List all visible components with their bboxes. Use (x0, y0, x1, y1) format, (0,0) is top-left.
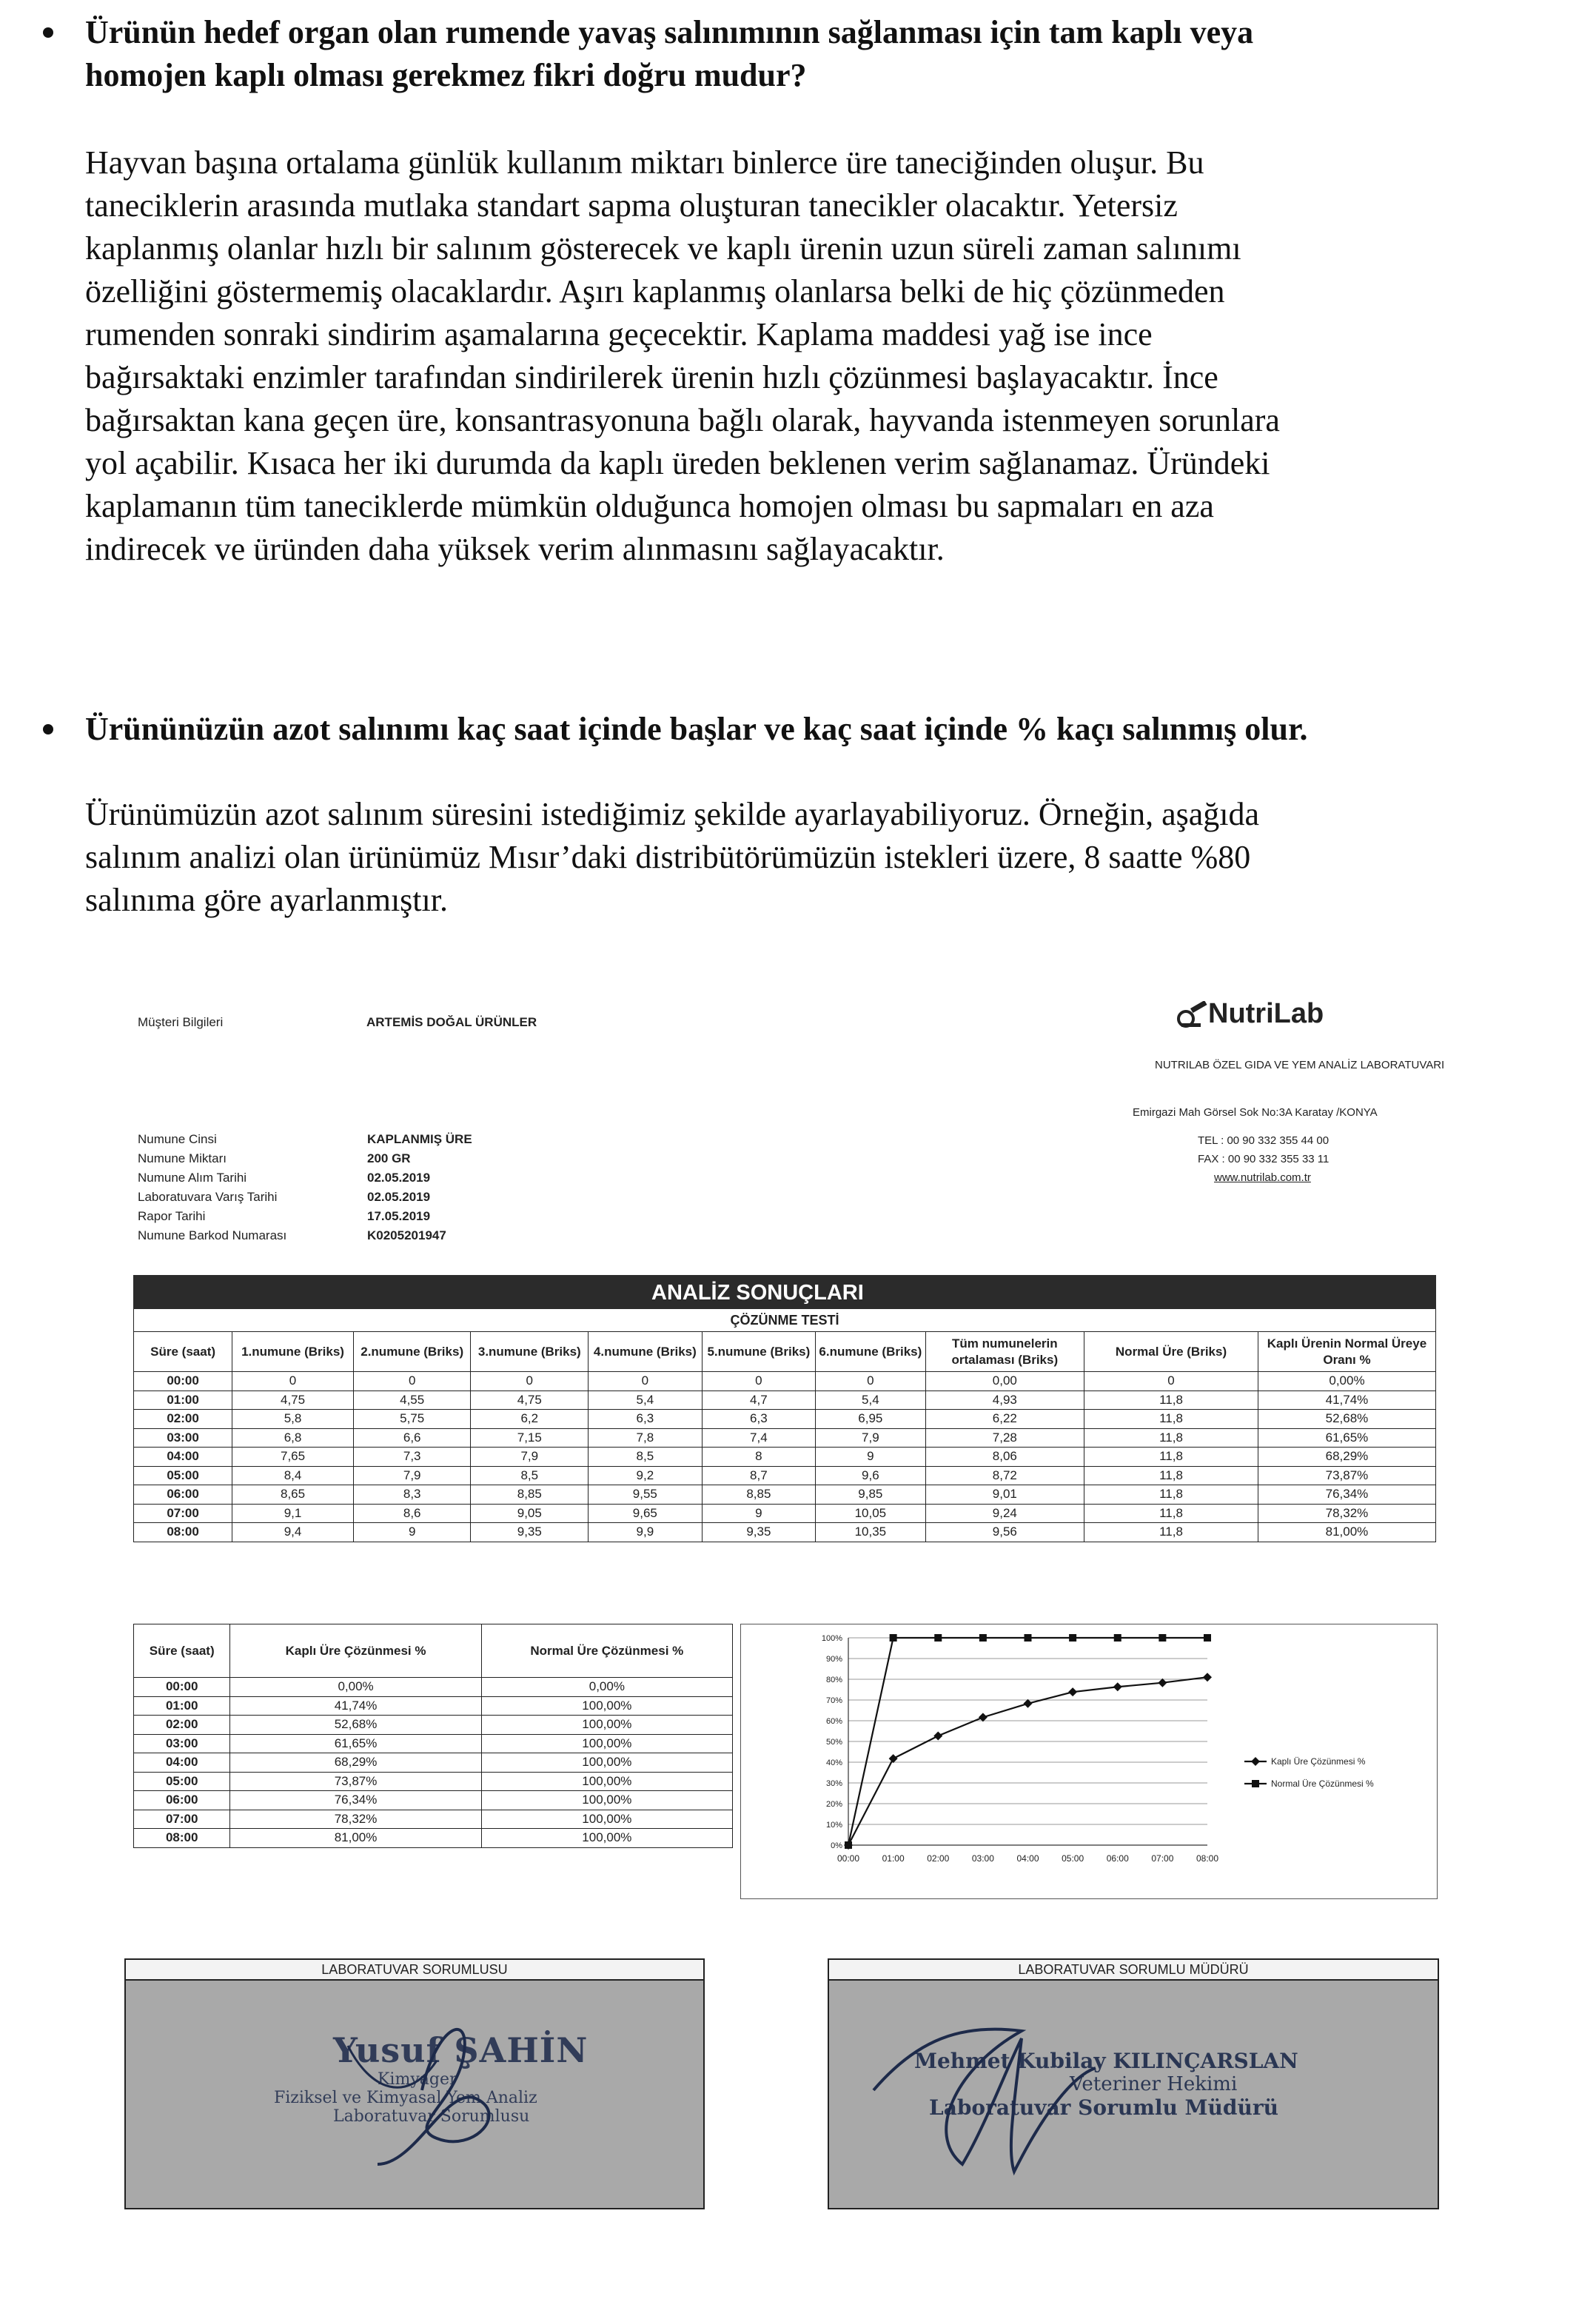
value-cell: 8,6 (353, 1504, 471, 1523)
sample-info-row (138, 1188, 582, 1207)
value-cell: 81,00% (230, 1829, 481, 1848)
answer-1-line: yol açabilir. Kısaca her iki durumda da kaplı üreden beklenen verim sağlanamaz. Üründeki (85, 445, 1270, 481)
data-point (1068, 1687, 1077, 1696)
data-point (1069, 1634, 1076, 1642)
table-row (134, 1410, 1436, 1429)
value-cell: 6,22 (925, 1410, 1084, 1429)
sample-info-label: Numune Miktarı (138, 1151, 227, 1165)
stamp-name: Yusuf ŞAHİN (333, 2030, 589, 2070)
y-tick-label: 20% (825, 1800, 842, 1809)
x-tick-label: 00:00 (836, 1853, 860, 1864)
sample-info-row (138, 1168, 582, 1188)
answer-1-line: özelliğini göstermemiş olacaklardır. Aşırı kaplanmış olanlarsa belki de hiç çözünmeden (85, 273, 1225, 309)
table-row (134, 1391, 1436, 1410)
sample-info-row (138, 1207, 582, 1226)
value-cell: 6,3 (702, 1410, 816, 1429)
dissolution-header-row (134, 1624, 733, 1678)
table-row (134, 1504, 1436, 1523)
question-1-line: Ürünün hedef organ olan rumende yavaş salınımının sağlanması için tam kaplı veya (85, 14, 1254, 50)
sample-info-label: Rapor Tarihi (138, 1209, 206, 1223)
signature-box-2 (828, 1958, 1439, 2209)
value-cell: 7,4 (702, 1428, 816, 1448)
sample-info-value: 02.05.2019 (367, 1190, 431, 1204)
sample-info-row (138, 1226, 582, 1245)
value-cell: 0 (816, 1372, 925, 1391)
stamp-line: Laboratuvar Sorumlu Müdürü (929, 2095, 1278, 2120)
lab-tel: TEL : 00 90 332 355 44 00 (1198, 1134, 1330, 1147)
lab-name: NUTRILAB ÖZEL GIDA VE YEM ANALİZ LABORATUVARI (1155, 1059, 1445, 1071)
sample-info-row (138, 1149, 582, 1168)
sample-info-label: Numune Cinsi (138, 1132, 217, 1146)
value-cell: 9,35 (702, 1523, 816, 1542)
value-cell: 0 (353, 1372, 471, 1391)
value-cell: 9,24 (925, 1504, 1084, 1523)
value-cell: 0,00 (925, 1372, 1084, 1391)
value-cell: 6,95 (816, 1410, 925, 1429)
answer-1-line: kaplamanın tüm taneciklerde mümkün olduğunca homojen olması bu sapmaları en aza (85, 488, 1214, 524)
data-point (889, 1754, 898, 1763)
value-cell: 11,8 (1084, 1466, 1258, 1485)
time-cell: 00:00 (134, 1372, 232, 1391)
sample-info-value: 17.05.2019 (367, 1209, 431, 1223)
value-cell: 41,74% (1258, 1391, 1435, 1410)
legend-label: Normal Üre Çözünmesi % (1271, 1778, 1374, 1789)
table-row (134, 1428, 1436, 1448)
value-cell: 8,85 (471, 1485, 589, 1505)
value-cell: 9 (702, 1504, 816, 1523)
dissolution-chart (740, 1624, 1438, 1899)
y-tick-label: 70% (825, 1696, 842, 1705)
chart-svg (741, 1624, 1437, 1898)
data-point (890, 1634, 897, 1642)
x-tick-label: 04:00 (1016, 1853, 1039, 1864)
table-row (134, 1716, 733, 1735)
value-cell: 5,4 (816, 1391, 925, 1410)
stamp-name: Mehmet Kubilay KILINÇARSLAN (914, 2049, 1298, 2073)
value-cell: 6,3 (589, 1410, 703, 1429)
lab-logo (1176, 998, 1398, 1031)
x-tick-label: 08:00 (1196, 1853, 1219, 1864)
value-cell: 9 (353, 1523, 471, 1542)
value-cell: 5,8 (232, 1410, 354, 1429)
value-cell: 41,74% (230, 1696, 481, 1716)
value-cell: 7,28 (925, 1428, 1084, 1448)
value-cell: 0,00% (230, 1678, 481, 1697)
data-point (1203, 1673, 1212, 1681)
x-tick-label: 02:00 (927, 1853, 950, 1864)
value-cell: 100,00% (481, 1716, 732, 1735)
value-cell: 7,9 (816, 1428, 925, 1448)
value-cell: 11,8 (1084, 1448, 1258, 1467)
value-cell: 0,00% (481, 1678, 732, 1697)
data-point (979, 1634, 987, 1642)
value-cell: 9,4 (232, 1523, 354, 1542)
col-header: 2.numune (Briks) (353, 1332, 471, 1372)
col-header: Kaplı Üre Çözünmesi % (230, 1624, 481, 1678)
value-cell: 73,87% (1258, 1466, 1435, 1485)
y-tick-label: 40% (825, 1758, 842, 1767)
test-subtitle: ÇÖZÜNME TESTİ (133, 1309, 1436, 1331)
customer-value: ARTEMİS DOĞAL ÜRÜNLER (366, 1015, 537, 1029)
value-cell: 9,1 (232, 1504, 354, 1523)
value-cell: 0 (1084, 1372, 1258, 1391)
signature-scribble-icon (126, 1979, 703, 2201)
value-cell: 100,00% (481, 1829, 732, 1848)
data-point (1204, 1634, 1211, 1642)
value-cell: 100,00% (481, 1696, 732, 1716)
value-cell: 11,8 (1084, 1485, 1258, 1505)
table-row (134, 1523, 1436, 1542)
x-tick-label: 03:00 (971, 1853, 994, 1864)
value-cell: 7,9 (353, 1466, 471, 1485)
sample-info-value: 02.05.2019 (367, 1171, 431, 1185)
sample-info-value: K0205201947 (367, 1228, 446, 1242)
value-cell: 0,00% (1258, 1372, 1435, 1391)
value-cell: 7,65 (232, 1448, 354, 1467)
value-cell: 9,6 (816, 1466, 925, 1485)
col-header: 1.numune (Briks) (232, 1332, 354, 1372)
value-cell: 9,05 (471, 1504, 589, 1523)
value-cell: 7,8 (589, 1428, 703, 1448)
answer-1-line: bağırsaktan kana geçen üre, konsantrasyonuna bağlı olarak, hayvanda istenmeyen sorunlara (85, 402, 1280, 438)
lab-report (0, 955, 1596, 2299)
time-cell: 04:00 (134, 1448, 232, 1467)
customer-label: Müşteri Bilgileri (138, 1015, 224, 1029)
data-point (1113, 1682, 1122, 1691)
value-cell: 68,29% (230, 1753, 481, 1773)
value-cell: 11,8 (1084, 1428, 1258, 1448)
y-tick-label: 80% (825, 1676, 842, 1684)
value-cell: 9,85 (816, 1485, 925, 1505)
answer-2-line: salınım analizi olan ürünümüz Mısır’daki distribütörümüzün istekleri üzere, 8 saatte %80 (85, 839, 1251, 875)
value-cell: 52,68% (230, 1716, 481, 1735)
question-1 (85, 11, 1566, 97)
value-cell: 8,7 (702, 1466, 816, 1485)
value-cell: 78,32% (1258, 1504, 1435, 1523)
data-point (845, 1841, 852, 1849)
value-cell: 73,87% (230, 1772, 481, 1791)
bullet-icon (43, 724, 53, 734)
stamp-line: Veteriner Hekimi (1070, 2073, 1238, 2095)
data-point (1158, 1679, 1167, 1687)
value-cell: 11,8 (1084, 1523, 1258, 1542)
value-cell: 8,5 (471, 1466, 589, 1485)
col-header: Kaplı Ürenin Normal Üreye Oranı % (1258, 1332, 1435, 1372)
value-cell: 7,9 (471, 1448, 589, 1467)
table-row (134, 1372, 1436, 1391)
answer-1-line: kaplanmış olanlar hızlı bir salınım gösterecek ve kaplı ürenin uzun süreli zaman salınımı (85, 230, 1241, 267)
value-cell: 100,00% (481, 1753, 732, 1773)
value-cell: 7,3 (353, 1448, 471, 1467)
answer-2-line: salınıma göre ayarlanmıştır. (85, 882, 448, 918)
time-cell: 01:00 (134, 1696, 230, 1716)
bullet-icon (43, 27, 53, 38)
answer-2 (85, 793, 1566, 922)
table-row (134, 1753, 733, 1773)
sample-info-value: 200 GR (367, 1151, 411, 1165)
value-cell: 6,8 (232, 1428, 354, 1448)
value-cell: 78,32% (230, 1810, 481, 1829)
stamp-line: Fiziksel ve Kimyasal Yem Analiz (274, 2089, 537, 2107)
time-cell: 05:00 (134, 1772, 230, 1791)
lab-address: Emirgazi Mah Görsel Sok No:3A Karatay /KONYA (1133, 1106, 1378, 1119)
signature-box-1 (124, 1958, 705, 2209)
time-cell: 02:00 (134, 1410, 232, 1429)
value-cell: 100,00% (481, 1734, 732, 1753)
y-tick-label: 90% (825, 1655, 842, 1664)
value-cell: 76,34% (1258, 1485, 1435, 1505)
value-cell: 76,34% (230, 1791, 481, 1810)
legend-marker (1251, 1757, 1260, 1766)
value-cell: 100,00% (481, 1810, 732, 1829)
sample-info (138, 1130, 582, 1245)
stamp-line: Laboratuvar Sorumlusu (333, 2107, 530, 2126)
results-table (133, 1331, 1436, 1542)
value-cell: 9,35 (471, 1523, 589, 1542)
y-tick-label: 10% (825, 1821, 842, 1830)
value-cell: 0 (471, 1372, 589, 1391)
value-cell: 8,06 (925, 1448, 1084, 1467)
value-cell: 61,65% (1258, 1428, 1435, 1448)
x-tick-label: 07:00 (1151, 1853, 1174, 1864)
lab-logo-text: NutriLab (1208, 998, 1324, 1029)
value-cell: 10,05 (816, 1504, 925, 1523)
time-cell: 08:00 (134, 1523, 232, 1542)
signature-header: LABORATUVAR SORUMLU MÜDÜRÜ (829, 1960, 1438, 1981)
col-header: Normal Üre Çözünmesi % (481, 1624, 732, 1678)
value-cell: 5,4 (589, 1391, 703, 1410)
value-cell: 4,7 (702, 1391, 816, 1410)
table-row (134, 1678, 733, 1697)
lab-fax: FAX : 00 90 332 355 33 11 (1198, 1153, 1330, 1165)
answer-2-line: Ürünümüzün azot salınım süresini istediğimiz şekilde ayarlayabiliyoruz. Örneğin, aşağıda (85, 796, 1260, 832)
value-cell: 6,2 (471, 1410, 589, 1429)
value-cell: 9,9 (589, 1523, 703, 1542)
sample-info-label: Numune Alım Tarihi (138, 1171, 247, 1185)
time-cell: 00:00 (134, 1678, 230, 1697)
time-cell: 01:00 (134, 1391, 232, 1410)
table-row (134, 1696, 733, 1716)
time-cell: 03:00 (134, 1428, 232, 1448)
value-cell: 8,5 (589, 1448, 703, 1467)
value-cell: 68,29% (1258, 1448, 1435, 1467)
y-tick-label: 0% (831, 1841, 842, 1850)
value-cell: 10,35 (816, 1523, 925, 1542)
table-row (134, 1448, 1436, 1467)
value-cell: 9,01 (925, 1485, 1084, 1505)
question-2: Ürününüzün azot salınımı kaç saat içinde başlar ve kaç saat içinde % kaçı salınmış olur. (85, 711, 1308, 747)
time-cell: 07:00 (134, 1504, 232, 1523)
value-cell: 6,6 (353, 1428, 471, 1448)
value-cell: 9,2 (589, 1466, 703, 1485)
value-cell: 9 (816, 1448, 925, 1467)
value-cell: 9,65 (589, 1504, 703, 1523)
value-cell: 81,00% (1258, 1523, 1435, 1542)
sample-info-label: Numune Barkod Numarası (138, 1228, 287, 1242)
x-tick-label: 06:00 (1106, 1853, 1129, 1864)
signature-header: LABORATUVAR SORUMLUSU (126, 1960, 703, 1981)
data-point (1025, 1634, 1032, 1642)
answer-1-line: indirecek ve üründen daha yüksek verim alınmasını sağlayacaktır. (85, 531, 945, 567)
value-cell: 61,65% (230, 1734, 481, 1753)
table-row (134, 1791, 733, 1810)
col-header: 4.numune (Briks) (589, 1332, 703, 1372)
value-cell: 100,00% (481, 1772, 732, 1791)
analysis-section (133, 1275, 1436, 1542)
time-cell: 04:00 (134, 1753, 230, 1773)
value-cell: 0 (589, 1372, 703, 1391)
x-tick-label: 05:00 (1062, 1853, 1084, 1864)
table-row (134, 1485, 1436, 1505)
table-row (134, 1829, 733, 1848)
col-header: Süre (saat) (134, 1332, 232, 1372)
value-cell: 100,00% (481, 1791, 732, 1810)
data-point (934, 1634, 942, 1642)
x-tick-label: 01:00 (882, 1853, 905, 1864)
time-cell: 08:00 (134, 1829, 230, 1848)
data-point (1159, 1634, 1166, 1642)
value-cell: 8,4 (232, 1466, 354, 1485)
value-cell: 8 (702, 1448, 816, 1467)
value-cell: 5,75 (353, 1410, 471, 1429)
time-cell: 06:00 (134, 1791, 230, 1810)
value-cell: 4,75 (232, 1391, 354, 1410)
value-cell: 8,85 (702, 1485, 816, 1505)
y-tick-label: 30% (825, 1779, 842, 1788)
value-cell: 9,56 (925, 1523, 1084, 1542)
value-cell: 8,72 (925, 1466, 1084, 1485)
time-cell: 07:00 (134, 1810, 230, 1829)
stamp-line: Kimyager (378, 2070, 457, 2089)
time-cell: 05:00 (134, 1466, 232, 1485)
question-1-line: homojen kaplı olması gerekmez fikri doğru mudur? (85, 57, 807, 93)
value-cell: 11,8 (1084, 1504, 1258, 1523)
answer-1-line: taneciklerin arasında mutlaka standart sapma oluşturan tanecikler olacaktır. Yetersiz (85, 187, 1178, 224)
table-row (134, 1772, 733, 1791)
value-cell: 11,8 (1084, 1391, 1258, 1410)
legend-label: Kaplı Üre Çözünmesi % (1271, 1756, 1366, 1767)
results-header-row (134, 1332, 1436, 1372)
y-tick-label: 100% (821, 1634, 842, 1643)
data-point (1114, 1634, 1121, 1642)
legend-marker (1252, 1780, 1259, 1787)
analysis-banner (133, 1275, 1436, 1309)
answer-1-line: rumenden sonraki sindirim aşamalarına geçecektir. Kaplama maddesi yağ ise ince (85, 316, 1153, 352)
value-cell: 7,15 (471, 1428, 589, 1448)
analysis-banner-text: ANALİZ SONUÇLARI (651, 1281, 864, 1305)
dissolution-table (133, 1624, 733, 1848)
answer-1-line: bağırsaktaki enzimler tarafından sindirilerek ürenin hızlı çözünmesi başlayacaktır. İnce (85, 359, 1218, 395)
col-header: 6.numune (Briks) (816, 1332, 925, 1372)
value-cell: 11,8 (1084, 1410, 1258, 1429)
value-cell: 0 (702, 1372, 816, 1391)
value-cell: 9,55 (589, 1485, 703, 1505)
time-cell: 03:00 (134, 1734, 230, 1753)
sample-info-label: Laboratuvara Varış Tarihi (138, 1190, 278, 1204)
time-cell: 02:00 (134, 1716, 230, 1735)
col-header: 3.numune (Briks) (471, 1332, 589, 1372)
value-cell: 4,55 (353, 1391, 471, 1410)
y-tick-label: 50% (825, 1738, 842, 1747)
flask-icon (1176, 1001, 1210, 1031)
signature-scribble-icon (829, 1979, 1438, 2201)
value-cell: 8,3 (353, 1485, 471, 1505)
value-cell: 4,75 (471, 1391, 589, 1410)
time-cell: 06:00 (134, 1485, 232, 1505)
value-cell: 4,93 (925, 1391, 1084, 1410)
value-cell: 8,65 (232, 1485, 354, 1505)
col-header: Süre (saat) (134, 1624, 230, 1678)
answer-1 (85, 141, 1566, 571)
data-point (1024, 1699, 1033, 1708)
sample-info-row (138, 1130, 582, 1149)
col-header: Normal Üre (Briks) (1084, 1332, 1258, 1372)
lab-web: www.nutrilab.com.tr (1214, 1171, 1311, 1184)
y-tick-label: 60% (825, 1717, 842, 1726)
table-row (134, 1734, 733, 1753)
sample-info-value: KAPLANMIŞ ÜRE (367, 1132, 472, 1146)
table-row (134, 1810, 733, 1829)
value-cell: 52,68% (1258, 1410, 1435, 1429)
answer-1-line: Hayvan başına ortalama günlük kullanım miktarı binlerce üre taneciğinden oluşur. Bu (85, 144, 1204, 181)
value-cell: 0 (232, 1372, 354, 1391)
data-point (933, 1731, 942, 1740)
col-header: 5.numune (Briks) (702, 1332, 816, 1372)
col-header: Tüm numunelerin ortalaması (Briks) (925, 1332, 1084, 1372)
table-row (134, 1466, 1436, 1485)
